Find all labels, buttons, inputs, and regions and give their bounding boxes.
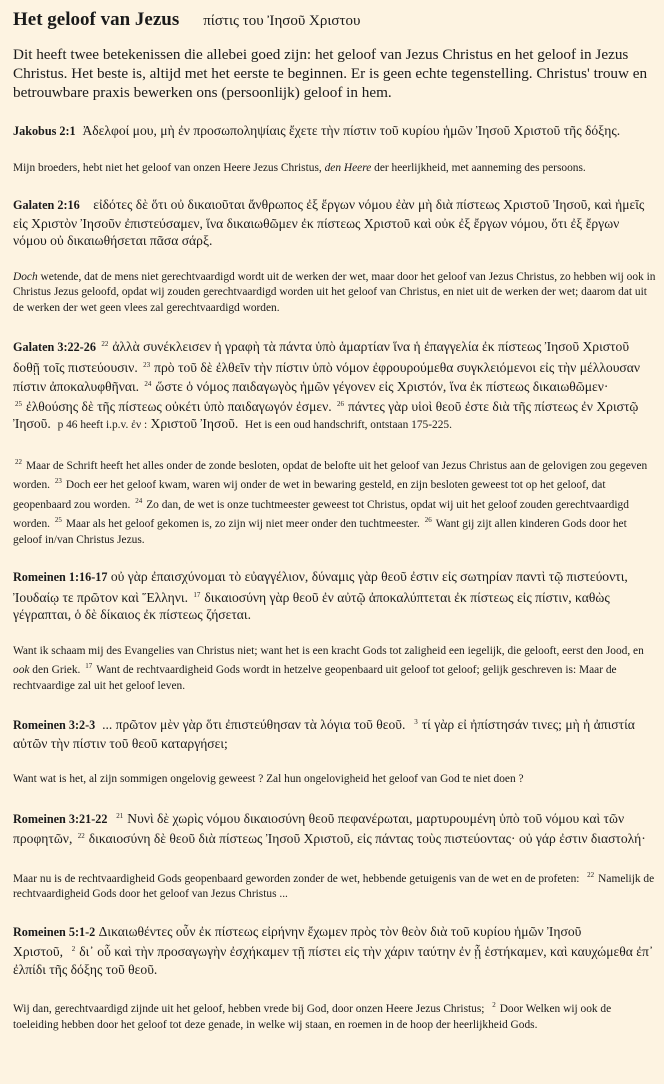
gal216-dutch: Doch wetende, dat de mens niet gerechtvaardigd wordt uit de werken der wet, maar door het geloof van Jezus Christus, zo hebben wij ook in Christus Jezus geloofd, opdat wij zouden gerechtvaardigd worden uit het geloof van Christus, en niet uit de werken der wet; daarom dat uit de werken der wet geen vlees zal gerechtvaardigd worden. [13,270,656,314]
page-title: Het geloof van Jezus [13,9,180,30]
jak21-greek [13,122,656,141]
jak21-dutch: Mijn broeders, hebt niet het geloof van onzen Heere Jezus Christus, den Heere der heerlijkheid, met aanneming des persoons. [13,161,586,174]
gal216-greek-text: εἰδότες δὲ ὅτι οὐ δικαιοῦται ἄνθρωπος ἐξ ἔργων νόμου ἐὰν μὴ διὰ πίστεως Χριστοῦ Ἰησοῦ, καὶ ἡμεῖς εἰς Χριστὸν Ἰησοῦν ἐπιστεύσαμεν, ἵνα δικαιωθῶμεν ἐκ πίστεως Χριστοῦ καὶ οὐκ ἐξ ἔργων νόμου, ὅτι ἐξ ἔργων νόμου οὐ δικαιωθήσεται πᾶσα σάρξ. [13,197,645,248]
rom51-dutch: Wij dan, gerechtvaardigd zijnde uit het geloof, hebben vrede bij God, door onzen Heere Jezus Christus; $^2$ Door Welken wij ook de toeleiding hebben door het geloof tot deze genade, in welke wij staan, en roemen in de hoop der heerlijkheid Gods. [13,1001,612,1031]
rom116-dutch: Want ik schaam mij des Evangelies van Christus niet; want het is een kracht Gods tot zaligheid een iegelijk, die gelooft, eerst den Jood, en ook den Griek. $^{17}$ Want de rechtvaardigheid Gods wordt in hetzelve geopenbaard uit geloof tot geloof; gelijk geschreven is: Maar de rechtvaardige zal uit het geloof leven. [13,644,644,692]
gal322-dutch: $^{22}$ Maar de Schrift heeft het alles onder de zonde besloten, opdat de belofte uit het geloof van Jezus Christus aan de gelovigen zou gegeven worden. $^{23}$ Doch eer het geloof kwam, waren wij onder de wet in bewaring gesteld, en zijn besloten geweest tot op het geloof, dat geopenbaard zou worden. $^{24}$ Zo dan, de wet is onze tuchtmeester geweest tot Christus, opdat wij uit het geloof zouden gerechtvaardigd worden. $^{25}$ Maar als het geloof gekomen is, zo zijn wij niet meer onder den tuchtmeester. $^{26}$ Want gij zijt allen kinderen Gods door het geloof in/van Christus Jezus. [13,457,648,546]
p46-label: p 46 heeft i.p.v. ἐν : [57,419,148,431]
gal216-ref: Galaten 2:16 [13,198,80,212]
rom116-greek: Romeinen 1:16-17 οὐ γὰρ ἐπαισχύνομαι τὸ εὐαγγέλιον, δύναμις γὰρ θεοῦ ἐστιν εἰς σωτηρίαν παντὶ τῷ πιστεύοντι, Ἰουδαίῳ τε πρῶτον καὶ Ἕλληνι. $^{17}$ δικαιοσύνη γὰρ θεοῦ ἐν αὐτῷ ἀποκαλύπτεται ἐκ πίστεως εἰς πίστιν, καθὼς γέγραπται, ὁ δὲ δίκαιος ἐκ πίστεως ζήσεται. [13,569,628,622]
gal322-ref: Galaten 3:22-26 [13,340,96,354]
page-title-greek: πίστις του Ἰησοῦ Χριστου [203,13,361,29]
rom32-ref: Romeinen 3:2-3 [13,718,96,732]
rom321-greek: Romeinen 3:21-22 $^{21}$ Νυνὶ δὲ χωρὶς νόμου δικαιοσύνη θεοῦ πεφανέρωται, μαρτυρουμένη ὑπὸ τοῦ νόμου καὶ τῶν προφητῶν, $^{22}$ δικαιοσύνη δὲ θεοῦ διὰ πίστεως Ἰησοῦ Χριστοῦ, εἰς πάντας τοὺς πιστεύοντας· οὐ γάρ ἐστιν διαστολή· [13,810,646,846]
rom32-greek: Romeinen 3:2-3 ... πρῶτον μὲν γὰρ ὅτι ἐπιστεύθησαν τὰ λόγια τοῦ θεοῦ. $^3$ τί γὰρ εἰ ἠπίστησάν τινες; μὴ ἡ ἀπιστία αὐτῶν τὴν πίστιν τοῦ θεοῦ καταργήσει; [13,717,635,751]
intro-paragraph: Dit heeft twee betekenissen die allebei goed zijn: het geloof van Jezus Christus en het geloof in Jezus Christus. Het beste is, altijd met het eerste te beginnen. Er is geen echte tegenstelling. Christus' trouw en betrouwbare praxis bewerken ons (persoonlijk) geloof in hem. [13,46,648,101]
rom321-dutch: Maar nu is de rechtvaardigheid Gods geopenbaard geworden zonder de wet, hebbende getuigenis van de wet en de profeten: $^{22}$ Namelijk de rechtvaardigheid Gods door het geloof van Jezus Christus ... [13,870,655,900]
gal216-greek [13,196,656,250]
rom32-dutch: Want wat is het, al zijn sommigen ongelovig geweest ? Zal hun ongelovigheid het geloof van God te niet doen ? [13,773,524,785]
jak21-greek-text: Ἀδελφοί μου, μὴ ἐν προσωποληψίαις ἔχετε τὴν πίστιν τοῦ κυρίου ἡμῶν Ἰησοῦ Χριστοῦ τῆς δόξης. [82,123,621,138]
p46-greek: Χριστοῦ Ἰησοῦ. [150,416,239,431]
rom321-ref: Romeinen 3:21-22 [13,811,108,826]
title-row [13,9,656,31]
p46-note: Het is een oud handschrift, ontstaan 175-225. [245,419,452,431]
rom51-ref: Romeinen 5:1-2 [13,924,96,939]
gal322-greek: Galaten 3:22-26 $^{22}$ ἀλλὰ συνέκλεισεν ἡ γραφὴ τὰ πάντα ὑπὸ ἁμαρτίαν ἵνα ἡ ἐπαγγελία ἐκ πίστεως Ἰησοῦ Χριστοῦ δοθῇ τοῖς πιστεύουσιν. $^{23}$ πρὸ τοῦ δὲ ἐλθεῖν τὴν πίστιν ὑπὸ νόμον ἐφρουρούμεθα συγκλειόμενοι εἰς τὴν μέλλουσαν πίστιν ἀποκαλυφθῆναι. $^{24}$ ὥστε ὁ νόμος παιδαγωγὸς ἡμῶν γέγονεν εἰς Χριστόν, ἵνα ἐκ πίστεως δικαιωθῶμεν· $^{25}$ ἐλθούσης δὲ τῆς πίστεως οὐκέτι ὑπὸ παιδαγωγόν ἐσμεν. $^{26}$ πάντες γὰρ υἱοὶ θεοῦ ἐστε διὰ τῆς πίστεως ἐν Χριστῷ Ἰησοῦ. p 46 heeft i.p.v. ἐν : Χριστοῦ Ἰησοῦ. Het is een oud handschrift, ontstaan 175-225. [13,339,641,431]
rom116-ref: Romeinen 1:16-17 [13,570,108,584]
rom51-greek: Romeinen 5:1-2 Δικαιωθέντες οὖν ἐκ πίστεως εἰρήνην ἔχωμεν πρὸς τὸν θεὸν διὰ τοῦ κυρίου ἡμῶν Ἰησοῦ Χριστοῦ, $^2$ δι᾽ οὗ καὶ τὴν προσαγωγὴν ἐσχήκαμεν τῇ πίστει εἰς τὴν χάριν ταύτην ἐν ᾗ ἑστήκαμεν, καὶ καυχώμεθα ἐπ᾽ ἐλπίδι τῆς δόξης τοῦ θεοῦ. [13,923,654,977]
jak21-ref: Jakobus 2:1 [13,124,76,138]
